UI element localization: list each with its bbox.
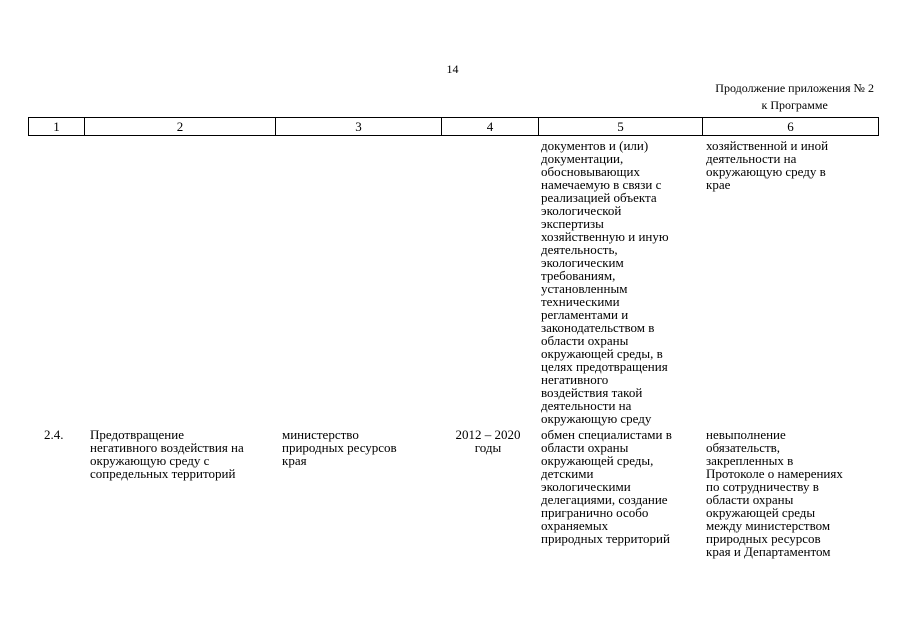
page-number: 14 <box>446 62 459 76</box>
column-header-table <box>28 117 879 136</box>
continuation-line-1: Продолжение приложения № 2 <box>715 81 874 95</box>
header-row <box>29 118 879 136</box>
row-consequence: невыполнение обязательств, закрепленных в Протоколе о намерениях по сотрудничеству в области охраны окружающей среды между министерством природных ресурсов края и Департаментом <box>706 427 843 559</box>
header-col-6: 6 <box>703 118 879 136</box>
row-period: 2012 – 2020 годы <box>455 427 521 455</box>
continuation-note <box>715 80 874 114</box>
row-executor: министерство природных ресурсов края <box>282 427 397 468</box>
header-col-4: 4 <box>442 118 539 136</box>
row-number: 2.4. <box>44 427 64 442</box>
row-result: обмен специалистами в области охраны окружающей среды, детскими экологическими делегациями, создание пригранично особо охраняемых природных территорий <box>541 427 672 546</box>
continuation-line-2: к Программе <box>761 98 828 112</box>
header-col-5: 5 <box>539 118 703 136</box>
row-measure: Предотвращение негативного воздействия на окружающую среду с сопредельных территорий <box>90 427 244 481</box>
header-col-2: 2 <box>85 118 276 136</box>
header-col-1: 1 <box>29 118 85 136</box>
continued-cell-col5: документов и (или) документации, обосновывающих намечаемую в связи с реализацией объекта экологической экспертизы хозяйственную и иную деятельность, экологическим требованиям, установленным техническими регламентами и законодательством в области охраны окружающей среды, в целях предотвращения негативного воздействия такой деятельности на окружающую среду <box>541 138 669 426</box>
header-col-3: 3 <box>276 118 442 136</box>
continued-cell-col6: хозяйственной и иной деятельности на окружающую среду в крае <box>706 138 829 192</box>
